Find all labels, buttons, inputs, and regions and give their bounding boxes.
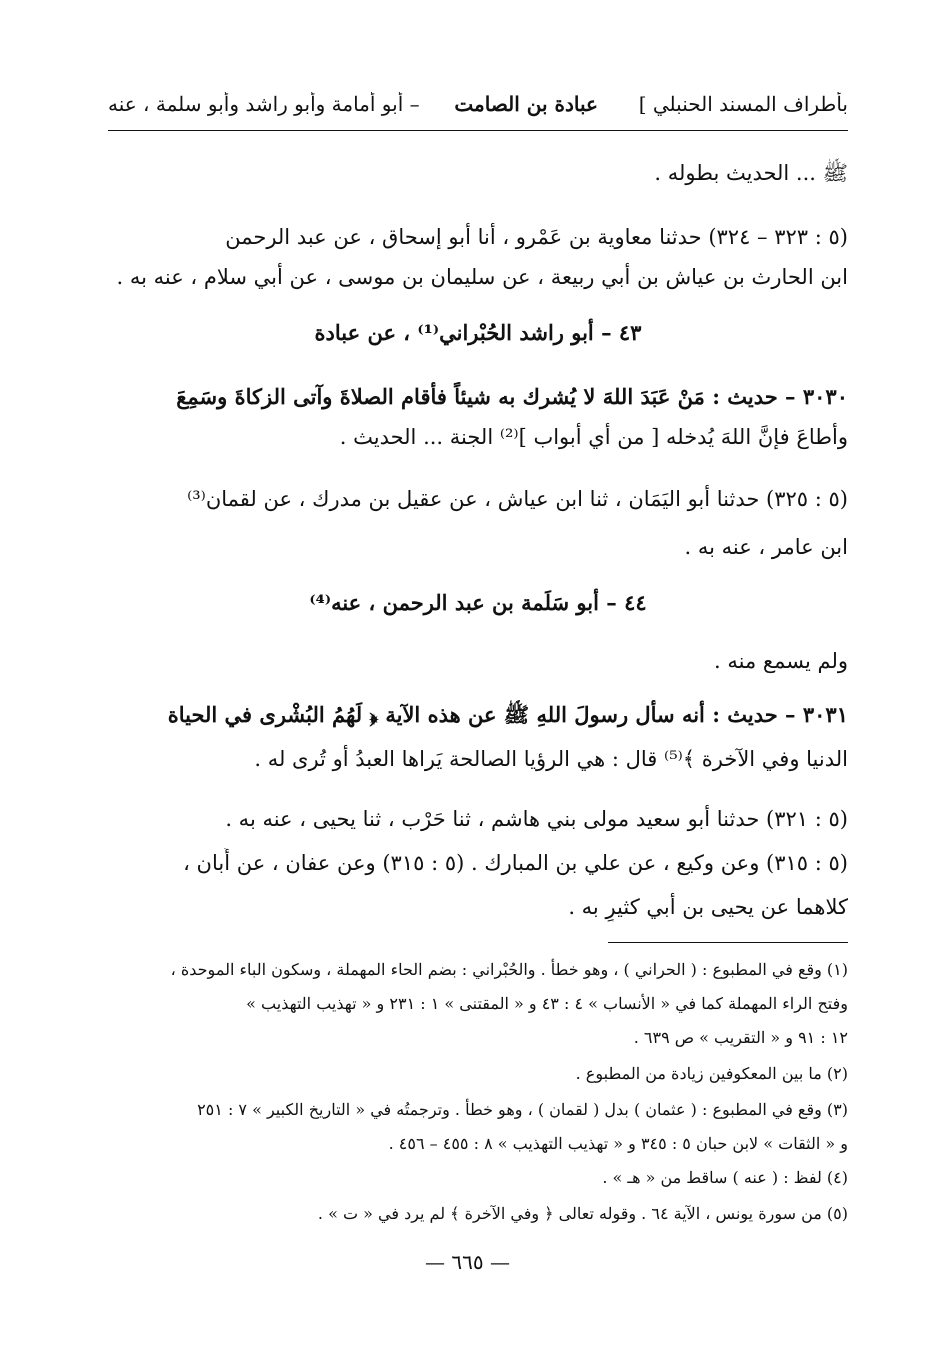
footnote-divider — [608, 942, 848, 943]
header-chapter-title: عبادة بن الصامت — [454, 92, 598, 116]
footnote-line: و « الثقات » لابن حبان ٥ : ٣٤٥ و « تهذيب التهذيب » ٨ : ٤٥٥ – ٤٥٦ . — [388, 1134, 848, 1153]
section-heading-43: ٤٣ – أبو راشد الحُبْراني⁽¹⁾ ، عن عبادة — [314, 320, 642, 345]
body-line: (٥ : ٣٢١) حدثنا أبو سعيد مولى بني هاشم ، ثنا حَرْب ، ثنا يحيى ، عنه به . — [225, 807, 848, 831]
footnote-line: (٥) من سورة يونس ، الآية ٦٤ . وقوله تعالى ﴿ وفي الآخرة ﴾ لم يرد في « ت » . — [317, 1204, 848, 1223]
hadith-3031-line: ٣٠٣١ – حديث : أنه سأل رسولَ اللهِ ﷺ عن هذه الآية ﴿ لَهُمُ البُشْرى في الحياة — [167, 702, 848, 727]
body-line: (٥ : ٣٢٥) حدثنا أبو اليَمَان ، ثنا ابن عياش ، عن عقيل بن مدرك ، عن لقمان⁽³⁾ — [187, 487, 848, 511]
body-line: كلاهما عن يحيى بن أبي كثيرٍ به . — [568, 895, 848, 919]
body-line: ابن الحارث بن عياش بن أبي ربيعة ، عن سليمان بن موسى ، عن أبي سلام ، عنه به . — [116, 265, 848, 289]
header-divider — [108, 130, 848, 131]
page-number: — ٦٦٥ — — [425, 1250, 510, 1274]
header-book-title: بأطراف المسند الحنبلي ] — [638, 92, 848, 116]
footnote-line: وفتح الراء المهملة كما في « الأنساب » ٤ : ٤٣ و « المقتنى » ١ : ٢٣١ و « تهذيب التهذيب » — [246, 994, 848, 1013]
footnote-line: (٢) ما بين المعكوفين زيادة من المطبوع . — [575, 1064, 848, 1083]
body-line: وأطاعَ فإنَّ اللهَ يُدخله [ من أي أبواب ]⁽²⁾ الجنة ... الحديث . — [339, 425, 848, 449]
body-line: ولم يسمع منه . — [714, 649, 848, 673]
running-header — [108, 92, 848, 126]
body-line: (٥ : ٣٢٣ – ٣٢٤) حدثنا معاوية بن عَمْرو ، أنا أبو إسحاق ، عن عبد الرحمن — [225, 225, 848, 249]
body-line: الدنيا وفي الآخرة ﴾⁽⁵⁾ قال : هي الرؤيا الصالحة يَراها العبدُ أو تُرى له . — [254, 747, 848, 771]
footnote-line: (٤) لفظ : ( عنه ) ساقط من « هـ » . — [602, 1168, 848, 1187]
hadith-3030-line: ٣٠٣٠ – حديث : مَنْ عَبَدَ اللهَ لا يُشرك به شيئاً فأقام الصلاةَ وآتى الزكاةَ وسَمِعَ — [176, 384, 848, 409]
header-section-list: – أبو أمامة وأبو راشد وأبو سلمة ، عنه — [108, 92, 420, 116]
footnote-line: (١) وقع في المطبوع : ( الحراني ) ، وهو خطأ . والحُبْراني : بضم الحاء المهملة ، وسكون الباء الموحدة ، — [170, 960, 848, 979]
body-line: ابن عامر ، عنه به . — [684, 535, 848, 559]
body-line: ﷺ ... الحديث بطوله . — [654, 161, 848, 185]
footnote-line: (٣) وقع في المطبوع : ( عثمان ) بدل ( لقمان ) ، وهو خطأ . وترجمتُه في « التاريخ الكبير » ٧ : ٢٥١ — [197, 1100, 848, 1119]
section-heading-44: ٤٤ – أبو سَلَمة بن عبد الرحمن ، عنه⁽⁴⁾ — [309, 590, 647, 615]
footnote-line: ١٢ : ٩١ و « التقريب » ص ٦٣٩ . — [633, 1028, 848, 1047]
body-line: (٥ : ٣١٥) وعن وكيع ، عن علي بن المبارك . (٥ : ٣١٥) وعن عفان ، عن أَبان ، — [183, 851, 848, 875]
